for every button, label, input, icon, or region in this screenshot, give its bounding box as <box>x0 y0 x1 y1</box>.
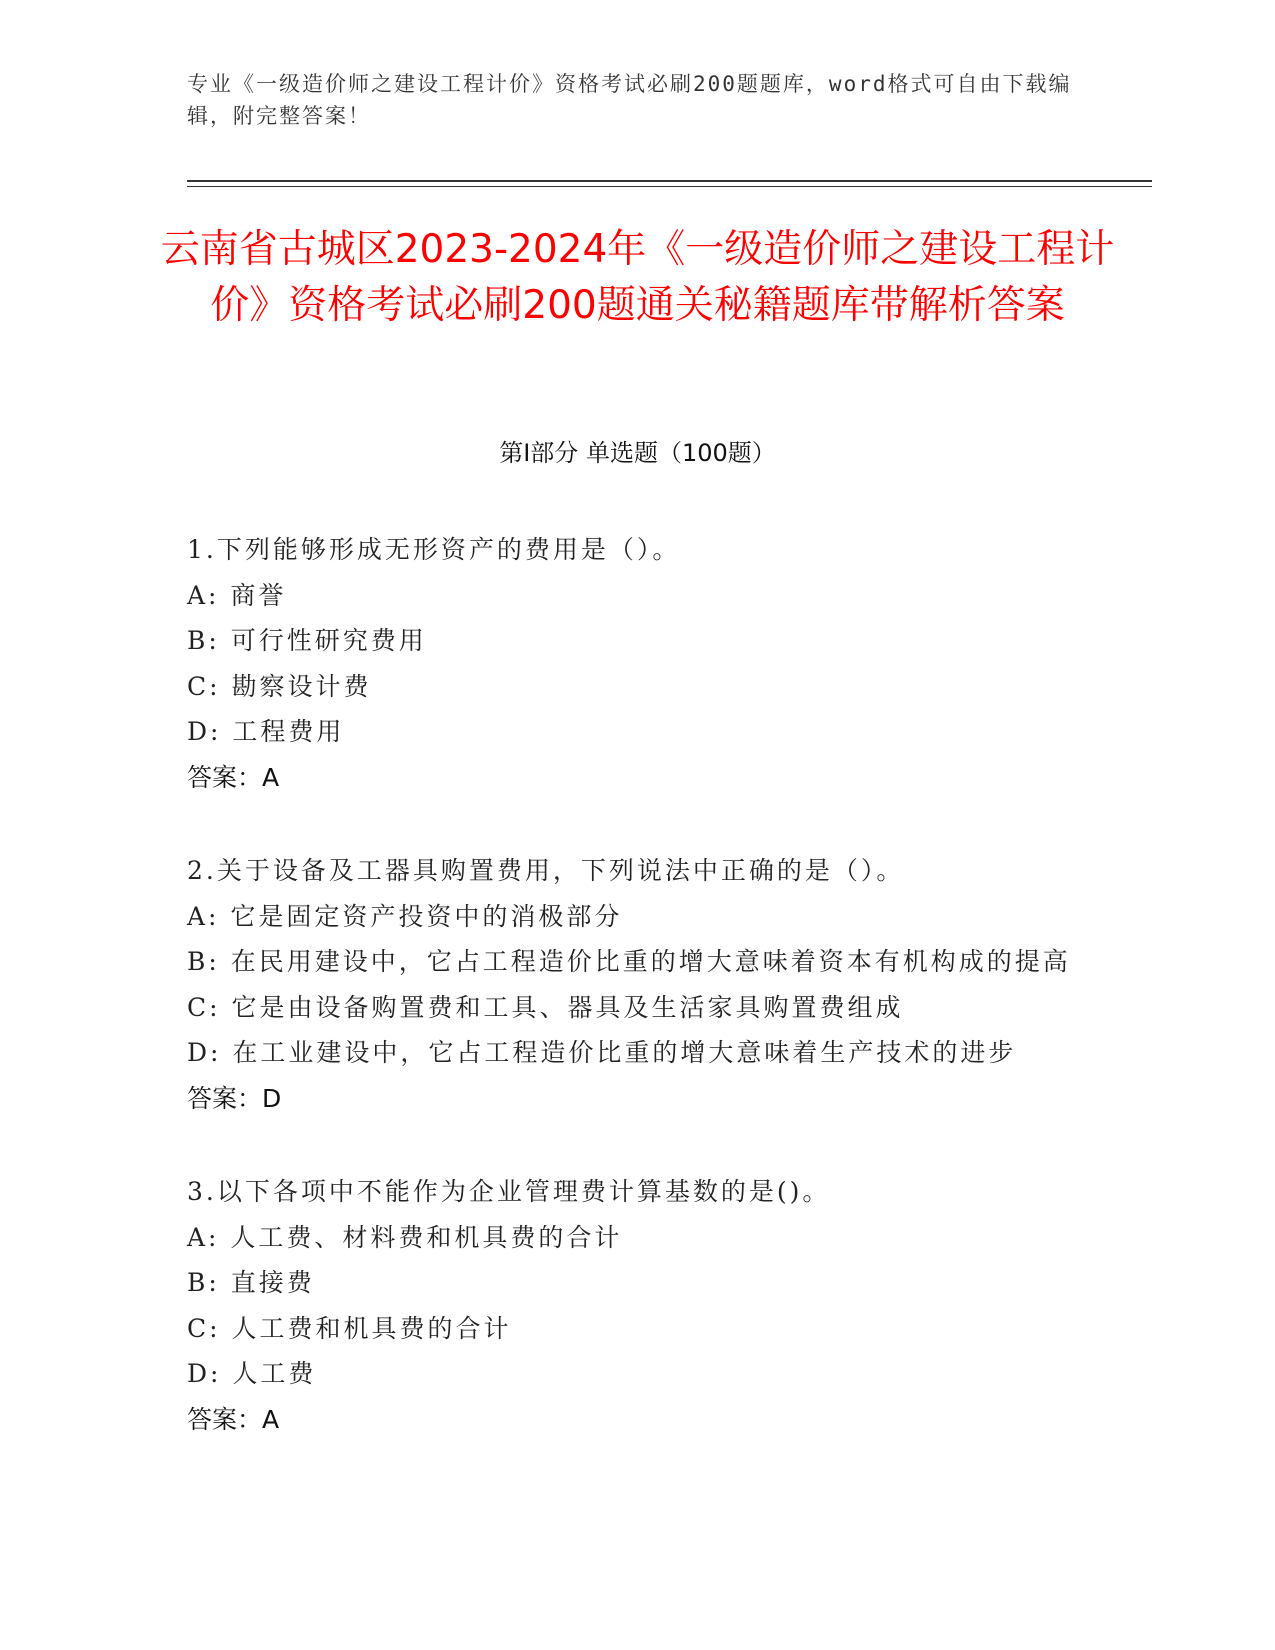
question-stem: 1.下列能够形成无形资产的费用是（）。 <box>187 535 681 564</box>
option-c: C: 它是由设备购置费和工具、器具及生活家具购置费组成 <box>187 992 904 1022</box>
question-2 <box>187 848 1092 1121</box>
option-c: C: 人工费和机具费的合计 <box>187 1313 512 1343</box>
option-a: A: 它是固定资产投资中的消极部分 <box>187 901 623 931</box>
header-note: 专业《一级造价师之建设工程计价》资格考试必刷200题题库，word格式可自由下载编辑，附完整答案！ <box>187 72 1072 128</box>
question-1 <box>187 527 1092 800</box>
document-title: 云南省古城区2023-2024年《一级造价师之建设工程计价》资格考试必刷200题通关秘籍题库带解析答案 <box>160 227 1115 328</box>
option-b: B: 可行性研究费用 <box>187 626 427 655</box>
option-d: D: 在工业建设中，它占工程造价比重的增大意味着生产技术的进步 <box>187 1038 1017 1067</box>
question-stem: 2.关于设备及工器具购置费用，下列说法中正确的是（）。 <box>187 856 905 885</box>
option-d: D: 工程费用 <box>187 717 345 746</box>
option-b: B: 直接费 <box>187 1268 315 1297</box>
option-a: A: 商誉 <box>187 580 287 610</box>
answer: 答案：A <box>187 1404 280 1434</box>
option-d: D: 人工费 <box>187 1359 317 1388</box>
question-stem: 3.以下各项中不能作为企业管理费计算基数的是()。 <box>187 1177 831 1206</box>
section-heading: 第I部分 单选题（100题） <box>499 439 776 467</box>
question-3 <box>187 1169 1092 1442</box>
option-b: B: 在民用建设中，它占工程造价比重的增大意味着资本有机构成的提高 <box>187 947 1071 976</box>
answer: 答案：A <box>187 762 280 792</box>
answer: 答案：D <box>187 1083 282 1113</box>
header-divider <box>187 180 1152 182</box>
option-c: C: 勘察设计费 <box>187 671 372 701</box>
question-list <box>187 527 1092 1490</box>
option-a: A: 人工费、材料费和机具费的合计 <box>187 1222 623 1252</box>
header-divider-thin <box>187 186 1152 187</box>
